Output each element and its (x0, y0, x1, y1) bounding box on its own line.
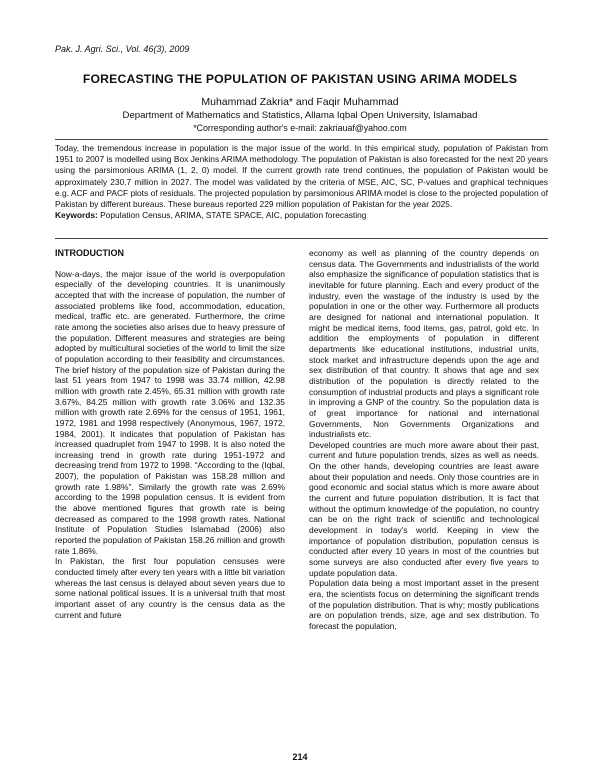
paper-title: FORECASTING THE POPULATION OF PAKISTAN USING ARIMA MODELS (82, 72, 518, 86)
left-column (55, 248, 285, 620)
author-names: Muhammad Zakria* and Faqir Muhammad (201, 96, 399, 108)
keywords-list: Population Census, ARIMA, STATE SPACE, AIC, population forecasting (97, 210, 367, 221)
abstract (55, 143, 548, 221)
abstract-top-rule (55, 139, 548, 140)
abstract-text: Today, the tremendous increase in population is the major issue of the world. In this empirical study, population of Pakistan from 1951 to 2007 is modelled using Box Jenkins ARIMA methodology. The population of Pakistan is also forecasted for the next 20 years using the parsimonious ARIMA (1, 2, 0) model. If the current growth rate trend continues, the population of Pakistan would be approximately 230.7 million in 2027. The model was validated by the criteria of MSE, AIC, SC, P-values and graphical techniques e.g. ACF and PACF plots of residuals. The projected population by parsimonious ARIMA model is close to the projected population of Pakistan by different bureaus. These bureaus reported 229 million population of Pakistan for the year 2025. (55, 143, 548, 210)
author-affiliation: Department of Mathematics and Statistics, Allama Iqbal Open University, Islamabad (122, 110, 478, 121)
keywords-label: Keywords: (55, 210, 98, 221)
corresponding-email: *Corresponding author's e-mail: zakriauaf@yahoo.com (193, 123, 407, 133)
body-paragraph: economy as well as planning of the country depends on census data. The Governments and industrialists of the world also emphasize the significance of population statistics that is inevitable for future planning. Each and every product of the industry, even the wastage of the industry is used by the population in one or the other way. Furthermore all products are designed for national and international population. It might be medical items, food items, gas, patrol, gold etc. In addition the employments of population in different departments like educational institutions, industrial units, stock market and infrastructure depends upon the age and sex distribution of that country. It shows that age and sex distribution of the population is directly related to the consumption of industrial products and plays a significant role in improving a GNP of the country. So the population data is of great importance for national and international Governments, Non Governments Organizations and industrialists etc. (309, 248, 539, 440)
keywords (55, 210, 548, 221)
body-paragraph: Now-a-days, the major issue of the world is overpopulation especially of the developing countries. It is unanimously accepted that with the increase of population, the number of associated problems like food, accommodation, education, medical, traffic etc. are generated. Furthermore, the crime rate among the societies also arises due to heavy pressure of the population. Different measures and strategies are being adopted by multicultural societies of the world to limit the size of population according to their feasibility and circumstances. The brief history of the population size of Pakistan during the last 51 years from 1947 to 1998 was 33.74 million, 42.98 million with growth rate 2.45%, 65.31 million with growth rate 3.67%, 84.25 million with growth rate 3.06% and 132.35 million with growth rate 2.69% for the census of 1951, 1961, 1972, 1981 and 1998 respectively (Anonymous, 1967, 1972, 1984, 2001). It indicates that population of Pakistan has increased quadruplet from 1947 to 1998. It is also noted the increasing trend in growth rate during 1951-1972 and decreasing trend from 1972 to 1998. “According to the (Iqbal, 2007), the population of Pakistan was 158.28 million and growth rate 1.98%”. Similarly the growth rate was 2.69% according to the 1998 population census. It is evident from the above mentioned figures that growth rate is being decreased as compared to the 1998 growth rates. National Institute of Population Studies Islamabad (2006) also reported the population of Pakistan 158.26 million and growth rate 1.86%. (55, 268, 285, 556)
introduction-heading: INTRODUCTION (55, 248, 124, 258)
body-paragraph: Population data being a most important asset in the present era, the scientists focus on determining the significant trends of the population distribution. That is why; mostly publications are on population trends, size, age and sex distribution. To forecast the population, (309, 578, 539, 631)
abstract-bottom-rule (55, 238, 548, 239)
right-column (309, 248, 539, 632)
body-paragraph: Developed countries are much more aware about their past, current and future population trends, sizes as well as needs. On the other hands, developing countries are least aware about their population and needs. Only those countries are in good economic and social status which is more aware about the current and future population distribution. It is fact that without the optimum knowledge of the population, no country can be on the right track of scientific and technological development in today's world. Keeping in view the importance of population distribution, population census is conducted after every 10 years in most of the countries but some surveys are also conducted after every five years to update population data. (309, 439, 539, 578)
body-paragraph: In Pakistan, the first four population censuses were conducted timely after every ten years with a little bit variation whereas the last census is delayed about seven years due to some national political issues. It is a universal truth that most important asset of any country is the census data as the current and future (55, 556, 285, 620)
journal-citation: Pak. J. Agri. Sci., Vol. 46(3), 2009 (55, 44, 190, 54)
page-number: 214 (292, 752, 308, 762)
